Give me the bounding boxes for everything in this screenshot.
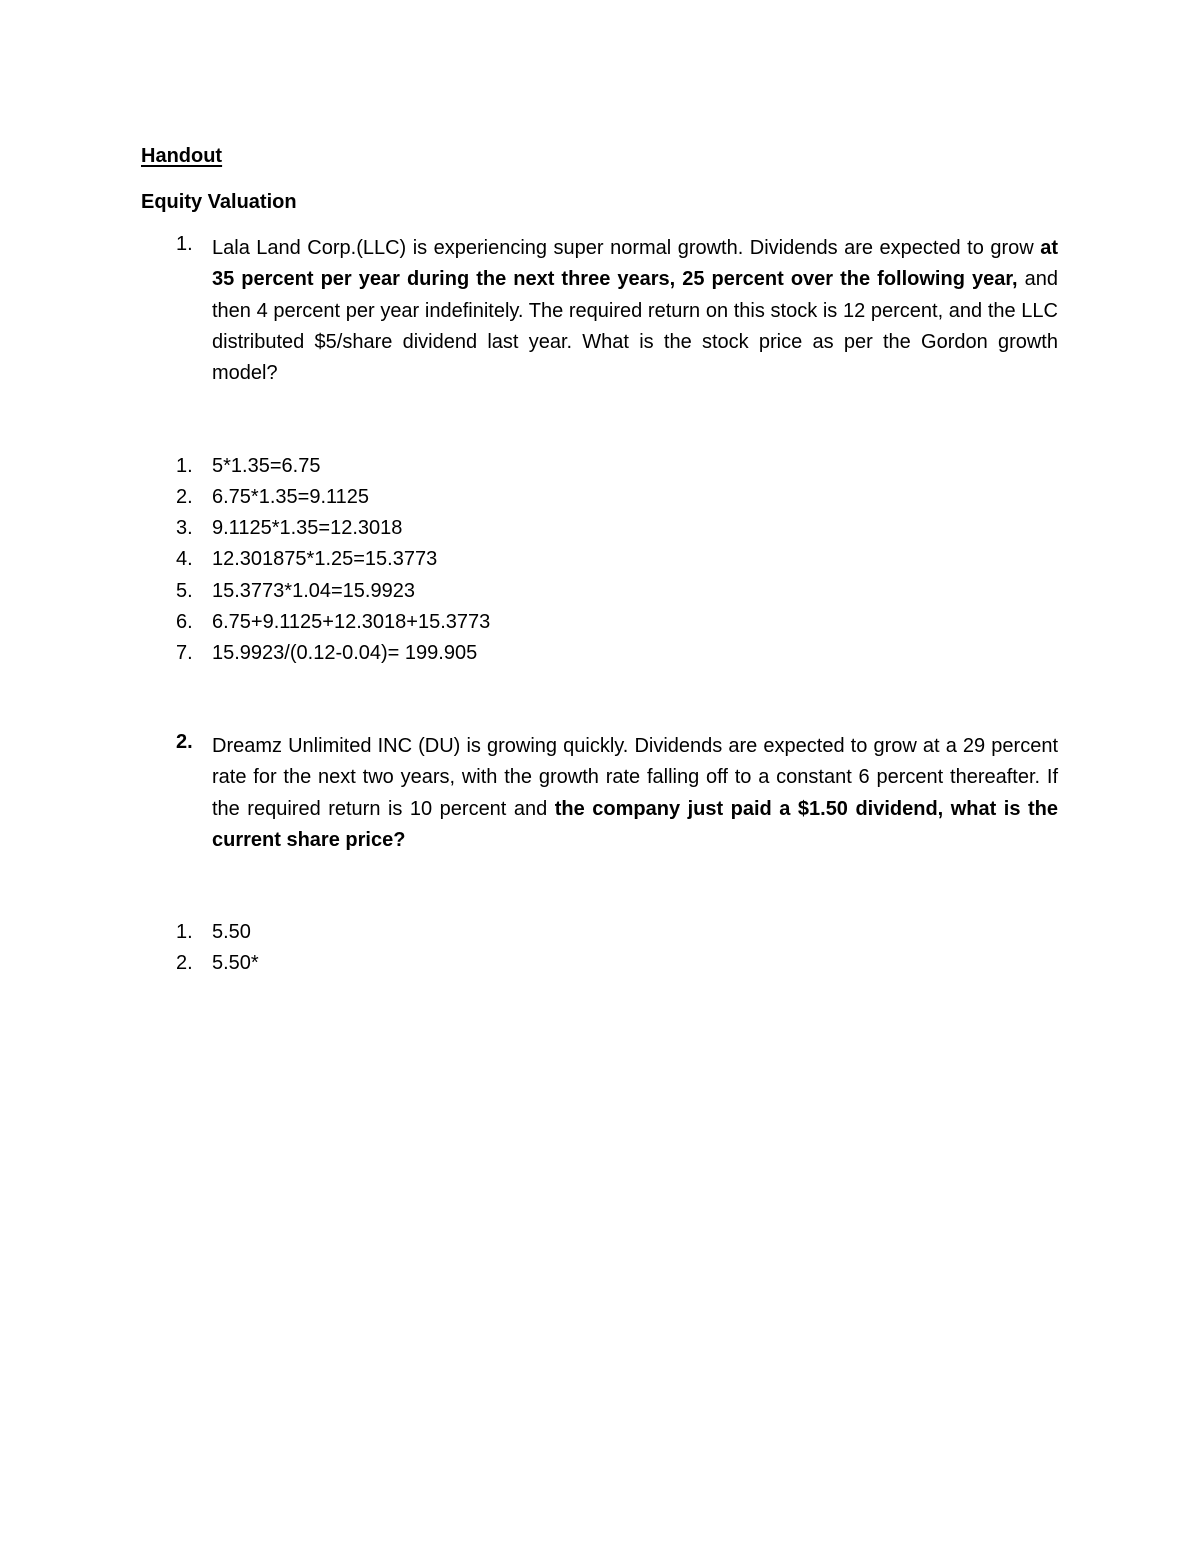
list-text: 5.50* xyxy=(212,952,259,975)
list-text: 5*1.35=6.75 xyxy=(212,455,321,477)
list-number: 4. xyxy=(176,548,193,571)
list-text: 15.3773*1.04=15.9923 xyxy=(212,579,415,602)
list-number: 2. xyxy=(176,486,193,509)
list-text: 12.301875*1.25=15.3773 xyxy=(212,548,438,571)
question-2-number: 2. xyxy=(176,731,193,753)
question-2-part-a: Dreamz Unlimited INC (DU) is growing quickly. Dividends are expected to grow at a 29 percent rate for the next two years, with the growth rate falling off to a constant 6 percent thereafter. If the required return is 10 percent and xyxy=(212,735,1058,820)
list-number: 2. xyxy=(176,952,193,975)
question-2-bold: the company just paid a $1.50 dividend, what is the current share price? xyxy=(212,797,1058,851)
question-1-text xyxy=(212,233,1058,389)
list-text: 15.9923/(0.12-0.04)= 199.905 xyxy=(212,641,478,664)
question-1-bold: at 35 percent per year during the next three years, 25 percent over the following year, xyxy=(212,237,1058,291)
list-text: 6.75*1.35=9.1125 xyxy=(212,486,370,509)
list-text: 9.1125*1.35=12.3018 xyxy=(212,517,403,540)
list-text: 6.75+9.1125+12.3018+15.3773 xyxy=(212,610,491,633)
list-text: 5.50 xyxy=(212,921,251,943)
page-title: Handout xyxy=(141,145,223,167)
section-title: Equity Valuation xyxy=(141,191,297,213)
list-number: 6. xyxy=(176,610,193,633)
question-1-part-b: and then 4 percent per year indefinitely. The required return on this stock is 12 percent, and the LLC distributed $5/share dividend last year. What is the stock price as per the Gordon growth model? xyxy=(212,268,1058,385)
list-number: 1. xyxy=(176,455,193,477)
list-number: 1. xyxy=(176,921,193,943)
list-number: 7. xyxy=(176,641,193,664)
question-1-number: 1. xyxy=(176,233,193,255)
question-2-text xyxy=(212,731,1058,856)
list-number: 3. xyxy=(176,517,193,540)
list-number: 5. xyxy=(176,579,193,602)
question-1-part-a: Lala Land Corp.(LLC) is experiencing super normal growth. Dividends are expected to grow xyxy=(212,237,1041,259)
